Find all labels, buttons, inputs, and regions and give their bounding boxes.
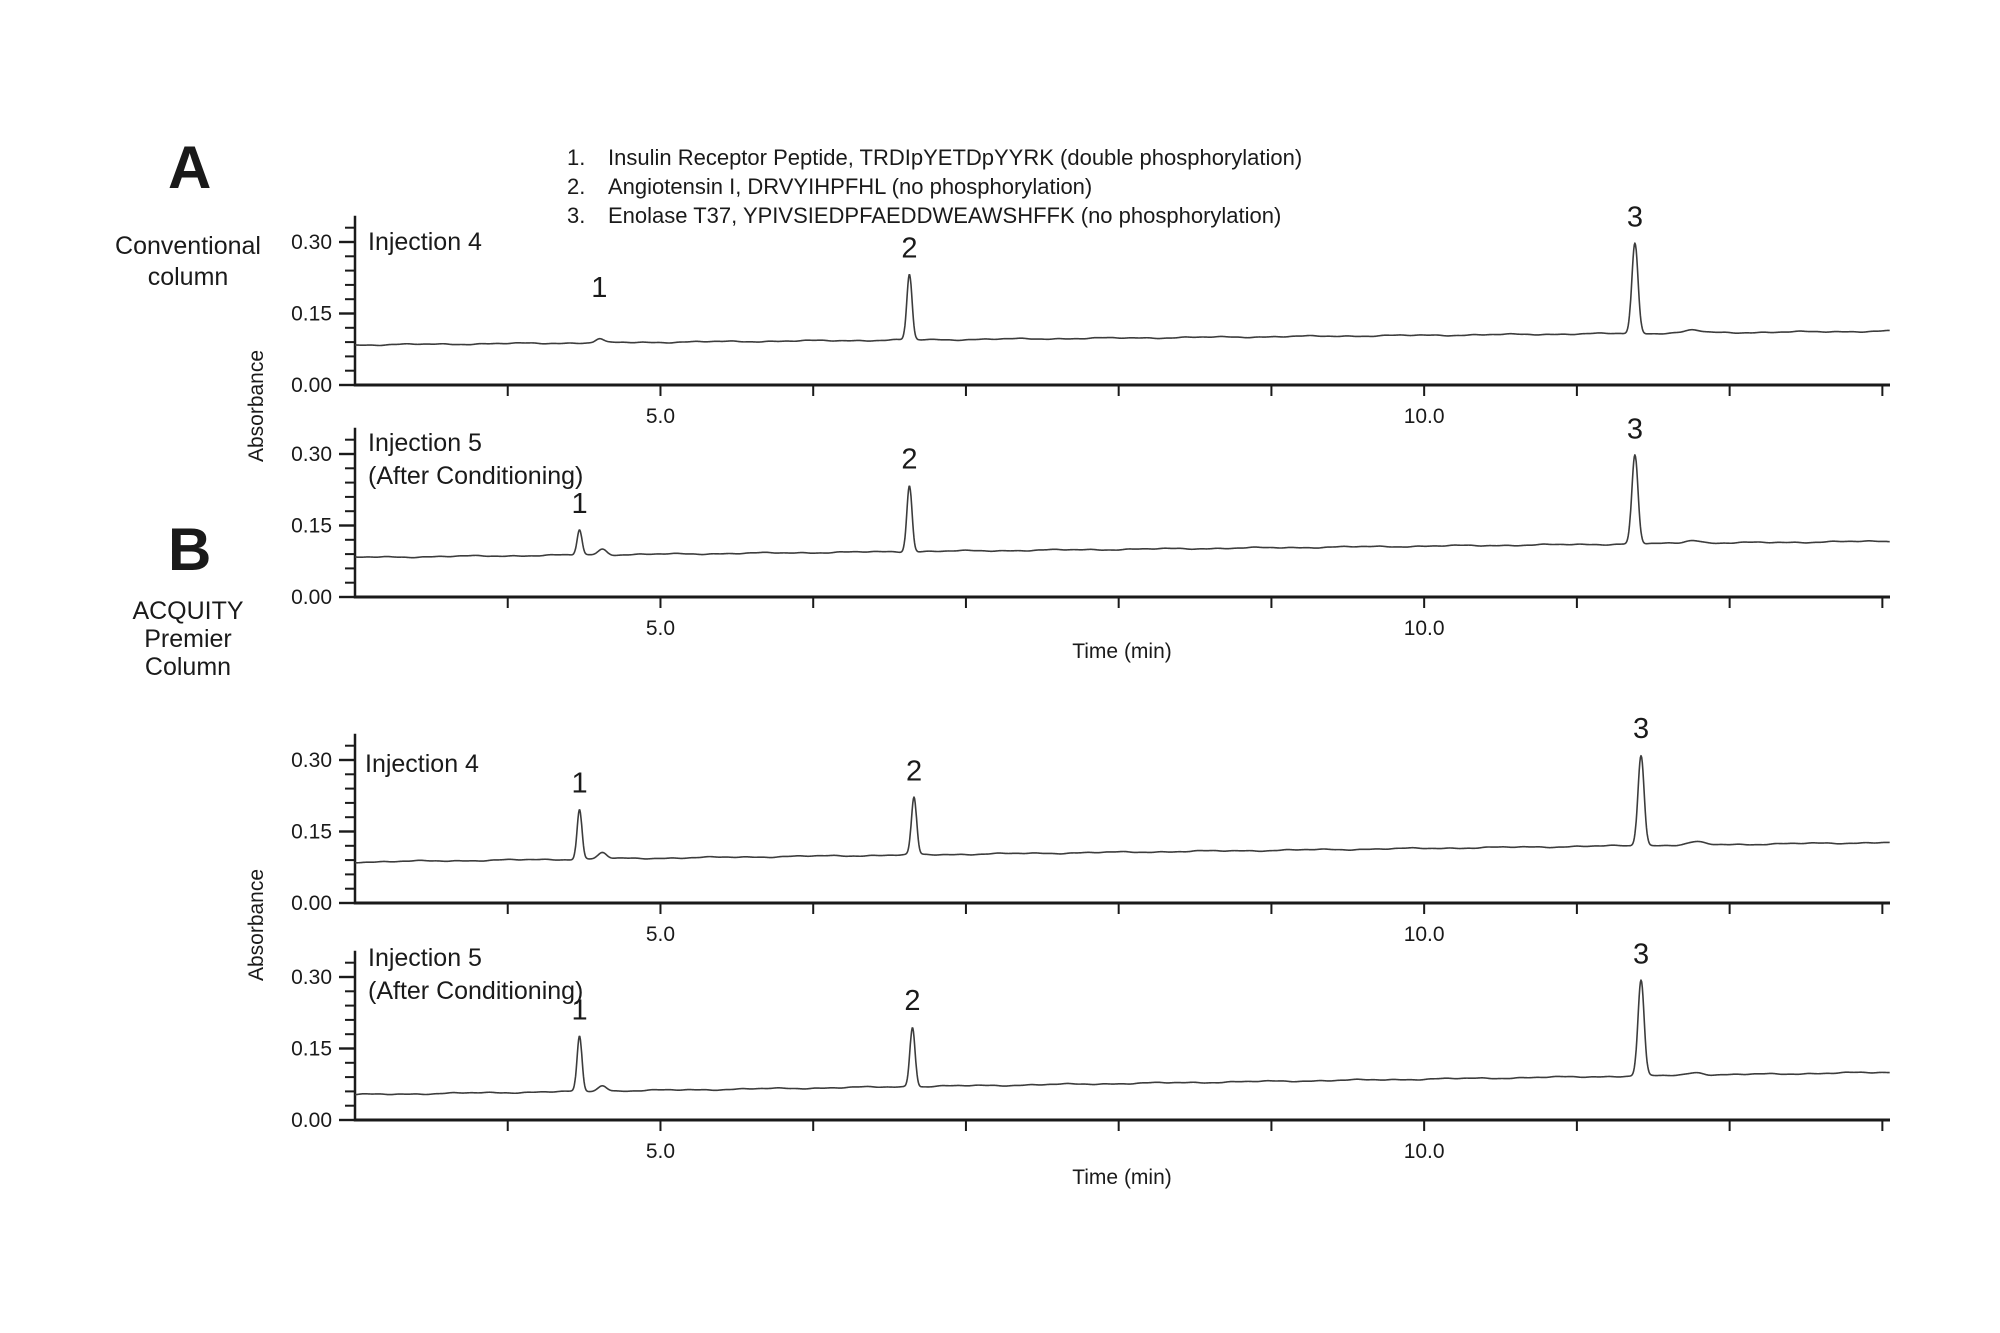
injection-label-b4: Injection 4 [365,750,479,778]
y-tick-label: 0.15 [291,820,332,844]
legend-item-number: 3. [567,203,586,228]
x-tick-label: 10.0 [1403,405,1445,428]
y-tick-label: 0.00 [291,1109,332,1132]
side-label-line: Column [144,653,232,681]
legend-item-number: 1. [567,145,586,170]
panel-b-y-axis-title: Absorbance [245,868,268,982]
x-tick-label: 5.0 [645,617,676,640]
side-label-line: column [147,263,229,291]
panel-a-letter: A [168,134,212,201]
side-label-line: Conventional [115,232,261,260]
y-tick-label: 0.00 [291,586,332,609]
y-tick-label: 0.15 [291,514,332,538]
panel-b-x-axis-title: Time (min) [1072,1166,1172,1189]
y-tick-label: 0.30 [291,749,332,772]
legend-item-number: 2. [567,174,586,199]
x-tick-label: 10.0 [1403,1140,1445,1163]
chromatogram-row-1 [291,201,1890,428]
injection-label-line: Injection 5 [368,944,482,972]
panel-b-side-label [68,597,308,681]
x-tick-label: 5.0 [645,923,676,946]
peak-label: 2 [901,443,918,476]
legend-item-text: Enolase T37, YPIVSIEDPFAEDDWEAWSHFFK (no phosphorylation) [608,203,1282,228]
peak-label: 2 [901,232,918,265]
y-tick-label: 0.15 [291,1037,332,1061]
peak-label: 2 [904,985,921,1018]
chromatogram-trace [355,243,1890,345]
injection-label-line: (After Conditioning) [368,977,584,1005]
peak-label: 3 [1626,201,1644,234]
y-tick-label: 0.15 [291,302,332,326]
panel-a-side-label [68,231,308,293]
y-tick-label: 0.00 [291,374,332,397]
peak-label: 1 [571,994,588,1027]
x-tick-label: 10.0 [1403,923,1445,946]
side-label-line: ACQUITY [132,597,244,625]
y-tick-label: 0.30 [291,231,332,254]
chromatogram-row-3 [291,713,1890,946]
injection-label-a5 [368,427,583,493]
injection-label-line: (After Conditioning) [368,462,584,490]
legend-item-text: Angiotensin I, DRVYIHPFHL (no phosphorylation) [608,174,1093,199]
injection-label-b5 [368,942,583,1008]
y-tick-label: 0.00 [291,892,332,915]
injection-label-line: Injection 5 [368,429,482,457]
peak-label: 1 [591,271,608,304]
injection-label-a4: Injection 4 [368,228,482,256]
peak-legend [567,143,1302,230]
panel-a-x-axis-title: Time (min) [1072,640,1172,663]
side-label-line: Premier [144,625,232,653]
legend-item [567,172,1302,201]
legend-item-text: Insulin Receptor Peptide, TRDIpYETDpYYRK (double phosphorylation) [608,145,1303,170]
x-tick-label: 10.0 [1403,617,1445,640]
x-tick-label: 5.0 [645,1140,676,1163]
y-tick-label: 0.30 [291,966,332,989]
x-tick-label: 5.0 [645,405,676,428]
panel-a-y-axis-title: Absorbance [245,349,268,463]
y-tick-label: 0.30 [291,443,332,466]
peak-label: 1 [571,487,588,520]
peak-label: 2 [905,755,923,788]
legend-item [567,143,1302,172]
peak-label: 3 [1632,938,1650,971]
peak-label: 3 [1632,713,1650,746]
panel-b-letter: B [168,516,212,583]
peak-label: 3 [1626,413,1644,446]
peak-label: 1 [571,767,588,800]
legend-item [567,201,1302,230]
